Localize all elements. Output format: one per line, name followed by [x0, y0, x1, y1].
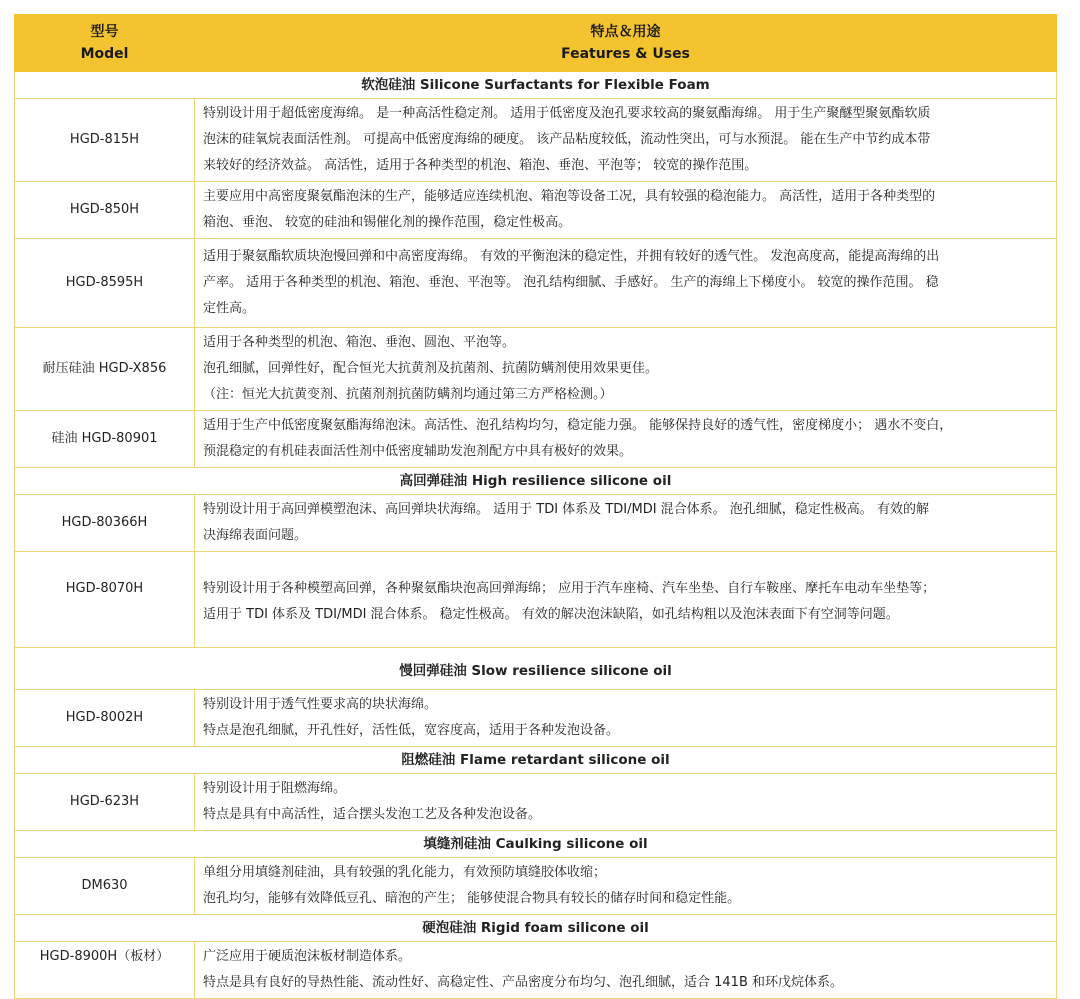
model-cell: HGD-623H	[15, 774, 195, 831]
features-header-en: Features & Uses	[561, 46, 690, 62]
features-cell	[195, 239, 1057, 328]
table-row	[15, 552, 1057, 648]
feature-line: 单组分用填缝剂硅油，具有较强的乳化能力，有效预防填缝胶体收缩；	[203, 865, 607, 880]
feature-line: （注：恒光大抗黄变剂、抗菌剂剂抗菌防螨剂均通过第三方严格检测。）	[203, 387, 613, 402]
features-cell	[195, 942, 1057, 999]
model-column-header	[15, 15, 195, 72]
features-cell	[195, 182, 1057, 239]
section-row-rigid	[15, 915, 1057, 942]
model-cell: HGD-815H	[15, 99, 195, 182]
table-row	[15, 942, 1057, 999]
features-cell	[195, 99, 1057, 182]
model-header-zh: 型号	[90, 24, 119, 40]
features-cell	[195, 411, 1057, 468]
table-row	[15, 99, 1057, 182]
table-row	[15, 182, 1057, 239]
section-title: 阻燃硅油 Flame retardant silicone oil	[15, 747, 1057, 774]
model-cell: HGD-8002H	[15, 690, 195, 747]
section-title: 软泡硅油 Silicone Surfactants for Flexible Foam	[15, 72, 1057, 99]
model-cell: 耐压硅油 HGD-X856	[15, 328, 195, 411]
feature-line: 特别设计用于各种模塑高回弹，各种聚氨酯块泡高回弹海绵； 应用于汽车座椅、汽车坐垫、自行车鞍座、摩托车电动车坐垫等；	[203, 581, 936, 596]
feature-line: 特别设计用于透气性要求高的块状海绵。	[203, 697, 438, 712]
features-cell	[195, 495, 1057, 552]
feature-line: 泡沫的硅氧烷表面活性剂。 可提高中低密度海绵的硬度。 该产品粘度较低，流动性突出，可与水预混。 能在生产中节约成本带	[203, 132, 931, 147]
feature-line: 特点是具有中高活性，适合摆头发泡工艺及各种发泡设备。	[203, 807, 542, 822]
section-title: 慢回弹硅油 Slow resilience silicone oil	[15, 648, 1057, 690]
table-row	[15, 328, 1057, 411]
feature-line: 泡孔均匀，能够有效降低豆孔、暗泡的产生； 能够使混合物具有较长的储存时间和稳定性能。	[203, 891, 741, 906]
feature-line: 特别设计用于高回弹模塑泡沫、高回弹块状海绵。 适用于 TDI 体系及 TDI/MDI 混合体系。 泡孔细腻，稳定性极高。 有效的解	[203, 502, 929, 517]
feature-line: 定性高。	[203, 301, 256, 316]
feature-line: 适用于聚氨酯软质块泡慢回弹和中高密度海绵。 有效的平衡泡沫的稳定性，并拥有较好的透气性。 发泡高度高，能提高海绵的出	[203, 249, 940, 264]
feature-line: 预混稳定的有机硅表面活性剂中低密度辅助发泡剂配方中具有极好的效果。	[203, 444, 633, 459]
feature-line: 主要应用中高密度聚氨酯泡沫的生产，能够适应连续机泡、箱泡等设备工况，具有较强的稳泡能力。 高活性，适用于各种类型的	[203, 189, 936, 204]
feature-line: 产率。 适用于各种类型的机泡、箱泡、垂泡、平泡等。 泡孔结构细腻、手感好。 生产的海绵上下梯度小。 较宽的操作范围。 稳	[203, 275, 939, 290]
feature-line: 适用于 TDI 体系及 TDI/MDI 混合体系。 稳定性极高。 有效的解决泡沫缺陷，如孔结构粗以及泡沫表面下有空洞等问题。	[203, 607, 899, 622]
features-cell	[195, 690, 1057, 747]
feature-line: 特别设计用于超低密度海绵。 是一种高活性稳定剂。 适用于低密度及泡孔要求较高的聚氨酯海绵。 用于生产聚醚型聚氨酯软质	[203, 106, 931, 121]
feature-line: 来较好的经济效益。 高活性，适用于各种类型的机泡、箱泡、垂泡、平泡等； 较宽的操作范围。	[203, 158, 758, 173]
table-row	[15, 411, 1057, 468]
section-row-flexible	[15, 72, 1057, 99]
feature-line: 适用于生产中低密度聚氨酯海绵泡沫。高活性、泡孔结构均匀，稳定能力强。 能够保持良好的透气性，密度梯度小； 遇水不变白，	[203, 418, 953, 433]
model-cell: 硅油 HGD-80901	[15, 411, 195, 468]
feature-line: 箱泡、垂泡、 较宽的硅油和锡催化剂的操作范围，稳定性极高。	[203, 215, 572, 230]
features-cell	[195, 552, 1057, 648]
section-row-caulking	[15, 831, 1057, 858]
product-spec-table	[14, 14, 1057, 999]
section-row-slow-resilience	[15, 648, 1057, 690]
model-header-en: Model	[80, 46, 129, 62]
model-cell: DM630	[15, 858, 195, 915]
feature-line: 广泛应用于硬质泡沫板材制造体系。	[203, 949, 412, 964]
features-cell	[195, 774, 1057, 831]
section-row-flame-retardant	[15, 747, 1057, 774]
header-row	[15, 15, 1057, 72]
feature-line: 适用于各种类型的机泡、箱泡、垂泡、圆泡、平泡等。	[203, 335, 516, 350]
feature-line: 泡孔细腻，回弹性好，配合恒光大抗黄剂及抗菌剂、抗菌防螨剂使用效果更佳。	[203, 361, 659, 376]
table-row	[15, 690, 1057, 747]
model-cell: HGD-80366H	[15, 495, 195, 552]
table-row	[15, 774, 1057, 831]
table-row	[15, 239, 1057, 328]
table-row	[15, 495, 1057, 552]
table-row	[15, 858, 1057, 915]
feature-line: 特点是泡孔细腻，开孔性好，活性低，宽容度高，适用于各种发泡设备。	[203, 723, 620, 738]
feature-line: 决海绵表面问题。	[203, 528, 308, 543]
model-cell: HGD-8070H	[15, 552, 195, 648]
model-cell: HGD-8595H	[15, 239, 195, 328]
feature-line: 特点是具有良好的导热性能、流动性好、高稳定性、产品密度分布均匀、泡孔细腻，适合 141B 和环戊烷体系。	[203, 975, 843, 990]
section-row-high-resilience	[15, 468, 1057, 495]
model-cell: HGD-8900H（板材）	[15, 942, 195, 999]
features-cell	[195, 328, 1057, 411]
section-title: 填缝剂硅油 Caulking silicone oil	[15, 831, 1057, 858]
section-title: 高回弹硅油 High resilience silicone oil	[15, 468, 1057, 495]
model-cell: HGD-850H	[15, 182, 195, 239]
feature-line: 特别设计用于阻燃海绵。	[203, 781, 347, 796]
section-title: 硬泡硅油 Rigid foam silicone oil	[15, 915, 1057, 942]
features-column-header	[195, 15, 1057, 72]
features-header-zh: 特点＆用途	[590, 24, 661, 40]
features-cell	[195, 858, 1057, 915]
